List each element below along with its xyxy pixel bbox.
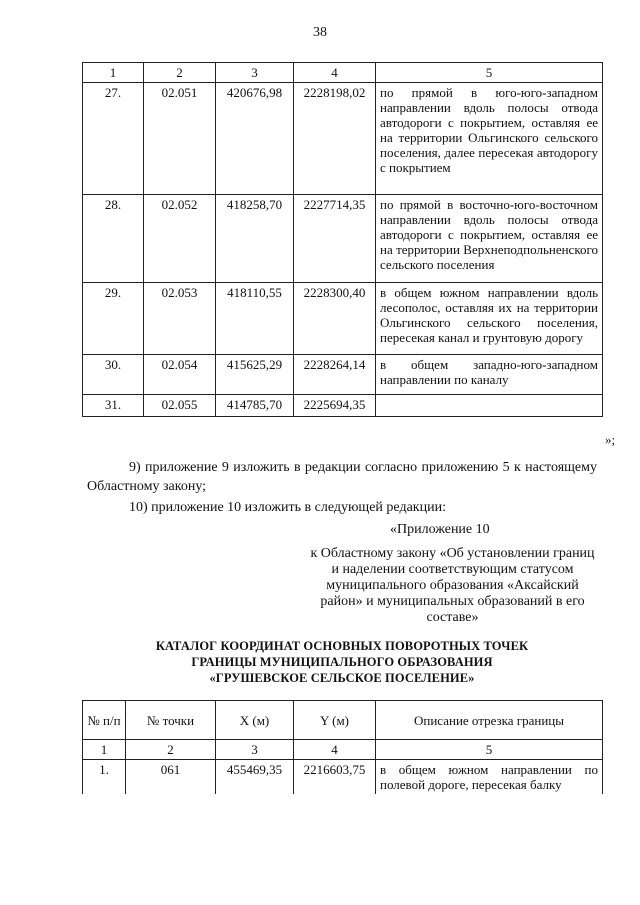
- col-number-2: 2: [144, 63, 216, 83]
- segment-description: [376, 395, 603, 417]
- col-number-3: 3: [216, 740, 294, 760]
- x-coordinate: 418258,70: [216, 195, 294, 283]
- table-row: [83, 195, 603, 283]
- table-number-row: [83, 740, 603, 760]
- segment-description: по прямой в юго-юго-западном направлении вдоль полосы отвода автодороги с покрытием, оставляя ее на территории Ольгинского сельского поселения, далее пересекая автодорогу с покрытием: [376, 83, 603, 195]
- table-row: [83, 395, 603, 417]
- col-number-2: 2: [126, 740, 216, 760]
- y-coordinate: 2216603,75: [294, 760, 376, 795]
- catalog-heading: [82, 638, 602, 686]
- appendix-reference: к Областному закону «Об установлении границ и наделении соответствующим статусом муниципального образования «Аксайский район» и муниципальных образований в его составе»: [310, 546, 595, 625]
- point-id: 02.052: [144, 195, 216, 283]
- segment-description: по прямой в восточно-юго-восточном направлении вдоль полосы отвода автодороги с покрытием, оставляя ее на территории Верхнеподпольненского сельского поселения: [376, 195, 603, 283]
- row-index: 1.: [83, 760, 126, 795]
- y-coordinate: 2227714,35: [294, 195, 376, 283]
- catalog-heading-line-2: ГРАНИЦЫ МУНИЦИПАЛЬНОГО ОБРАЗОВАНИЯ: [191, 655, 493, 669]
- col-number-1: 1: [83, 63, 144, 83]
- paragraph-10: 10) приложение 10 изложить в следующей редакции:: [129, 500, 446, 515]
- x-coordinate: 418110,55: [216, 283, 294, 355]
- column-header-point: № точки: [126, 701, 216, 740]
- segment-description: в общем южном направлении вдоль лесополос, оставляя их на территории Ольгинского сельского поселения, пересекая канал и грунтовую дорогу: [376, 283, 603, 355]
- row-index: 27.: [83, 83, 144, 195]
- point-id: 02.055: [144, 395, 216, 417]
- y-coordinate: 2228264,14: [294, 355, 376, 395]
- table-row: [83, 760, 603, 795]
- column-header-description: Описание отрезка границы: [376, 701, 603, 740]
- col-number-5: 5: [376, 740, 603, 760]
- segment-description: в общем южном направлении по полевой дороге, пересекая балку: [376, 760, 603, 795]
- point-id: 02.051: [144, 83, 216, 195]
- x-coordinate: 455469,35: [216, 760, 294, 795]
- row-index: 29.: [83, 283, 144, 355]
- table-header-row: [83, 63, 603, 83]
- catalog-heading-line-3: «ГРУШЕВСКОЕ СЕЛЬСКОЕ ПОСЕЛЕНИЕ»: [209, 671, 475, 685]
- table-row: [83, 283, 603, 355]
- point-id: 02.053: [144, 283, 216, 355]
- column-header-y: Y (м): [294, 701, 376, 740]
- point-id: 02.054: [144, 355, 216, 395]
- col-number-4: 4: [294, 740, 376, 760]
- point-id: 061: [126, 760, 216, 795]
- paragraph-9: 9) приложение 9 изложить в редакции согласно приложению 5 к настоящему Областному закону;: [87, 460, 597, 494]
- col-number-4: 4: [294, 63, 376, 83]
- x-coordinate: 420676,98: [216, 83, 294, 195]
- quote-close-mark: »;: [605, 432, 616, 447]
- x-coordinate: 414785,70: [216, 395, 294, 417]
- row-index: 30.: [83, 355, 144, 395]
- x-coordinate: 415625,29: [216, 355, 294, 395]
- y-coordinate: 2225694,35: [294, 395, 376, 417]
- segment-description: в общем западно-юго-западном направлении по каналу: [376, 355, 603, 395]
- coordinates-table-continued: [82, 62, 603, 417]
- column-header-x: X (м): [216, 701, 294, 740]
- col-number-1: 1: [83, 740, 126, 760]
- col-number-5: 5: [376, 63, 603, 83]
- column-header-index: № п/п: [83, 701, 126, 740]
- table-column-headers: [83, 701, 603, 740]
- appendix-title: «Приложение 10: [390, 522, 490, 537]
- row-index: 28.: [83, 195, 144, 283]
- col-number-3: 3: [216, 63, 294, 83]
- y-coordinate: 2228300,40: [294, 283, 376, 355]
- catalog-heading-line-1: КАТАЛОГ КООРДИНАТ ОСНОВНЫХ ПОВОРОТНЫХ ТОЧЕК: [155, 639, 529, 653]
- row-index: 31.: [83, 395, 144, 417]
- table-row: [83, 355, 603, 395]
- page-number: 38: [313, 25, 327, 40]
- coordinates-table-grushevskoe: [82, 700, 603, 794]
- y-coordinate: 2228198,02: [294, 83, 376, 195]
- table-row: [83, 83, 603, 195]
